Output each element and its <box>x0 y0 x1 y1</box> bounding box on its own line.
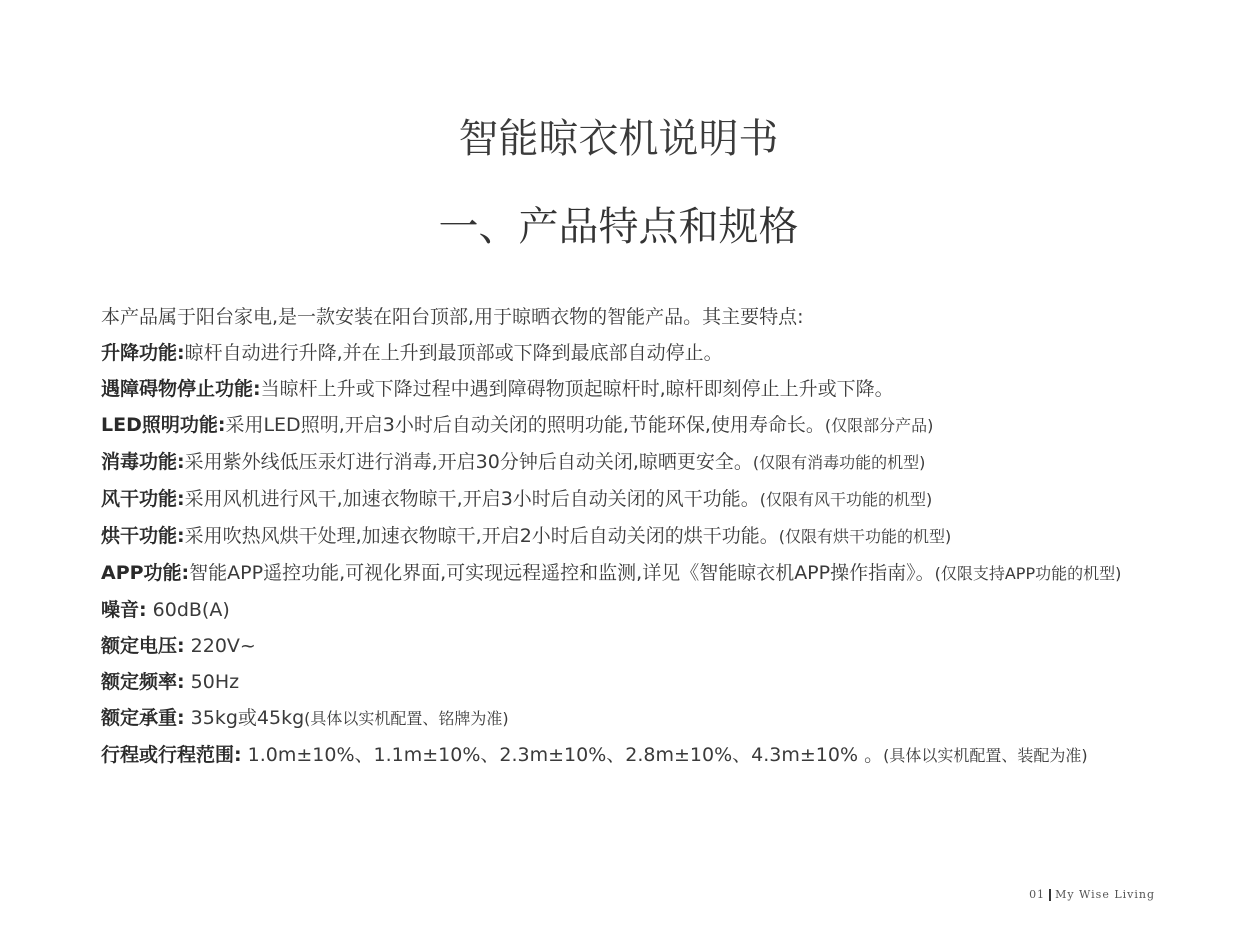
feature-text: 当晾杆上升或下降过程中遇到障碍物顶起晾杆时,晾杆即刻停止上升或下降。 <box>260 378 894 400</box>
feature-lift <box>101 335 1161 371</box>
feature-note: (仅限有风干功能的机型) <box>759 490 933 509</box>
feature-label: 消毒功能: <box>101 451 185 473</box>
spec-rated-frequency <box>101 664 1161 700</box>
feature-note: (仅限有烘干功能的机型) <box>778 527 952 546</box>
footer-divider <box>1049 889 1051 901</box>
spec-value: 220V~ <box>184 635 256 657</box>
spec-label: 噪音: <box>101 599 147 621</box>
spec-label: 额定承重: <box>101 707 185 729</box>
spec-rated-load <box>101 700 1161 737</box>
feature-label: 烘干功能: <box>101 525 185 547</box>
spec-value: 50Hz <box>184 671 240 693</box>
page-number: 01 <box>1029 888 1046 901</box>
content-body <box>101 299 1161 774</box>
footer-brand: My Wise Living <box>1055 888 1155 901</box>
feature-text: 采用风机进行风干,加速衣物晾干,开启3小时后自动关闭的风干功能。 <box>184 488 760 510</box>
feature-note: (仅限部分产品) <box>824 416 934 435</box>
document-title: 智能晾衣机说明书 <box>458 116 779 162</box>
page-footer <box>1029 888 1155 901</box>
section-title: 一、产品特点和规格 <box>438 204 799 250</box>
spec-label: 行程或行程范围: <box>101 744 242 766</box>
spec-noise <box>101 592 1161 628</box>
spec-travel-range <box>101 737 1161 774</box>
feature-label: 升降功能: <box>101 342 185 364</box>
feature-label: 风干功能: <box>101 488 185 510</box>
feature-obstacle-stop <box>101 371 1161 407</box>
feature-text: 晾杆自动进行升降,并在上升到最顶部或下降到最底部自动停止。 <box>184 342 723 364</box>
feature-text: 智能APP遥控功能,可视化界面,可实现远程遥控和监测,详见《智能晾衣机APP操作指南》。 <box>189 562 935 584</box>
feature-heat-dry <box>101 518 1161 555</box>
feature-label: 遇障碍物停止功能: <box>101 378 261 400</box>
feature-text: 采用紫外线低压汞灯进行消毒,开启30分钟后自动关闭,晾晒更安全。 <box>184 451 753 473</box>
spec-value: 1.0m±10%、1.1m±10%、2.3m±10%、2.8m±10%、4.3m±10% 。 <box>241 744 884 766</box>
spec-rated-voltage <box>101 628 1161 664</box>
feature-app <box>101 555 1161 592</box>
feature-text: 采用吹热风烘干处理,加速衣物晾干,开启2小时后自动关闭的烘干功能。 <box>184 525 779 547</box>
feature-note: (仅限有消毒功能的机型) <box>752 453 926 472</box>
spec-note: (具体以实机配置、铭牌为准) <box>304 709 509 728</box>
spec-value: 60dB(A) <box>146 599 230 621</box>
spec-value: 35kg或45kg <box>184 707 305 729</box>
spec-label: 额定频率: <box>101 671 185 693</box>
feature-text: 采用LED照明,开启3小时后自动关闭的照明功能,节能环保,使用寿命长。 <box>225 414 825 436</box>
feature-label: APP功能: <box>101 562 190 584</box>
feature-label: LED照明功能: <box>101 414 226 436</box>
intro-paragraph: 本产品属于阳台家电,是一款安装在阳台顶部,用于晾晒衣物的智能产品。其主要特点: <box>101 306 804 328</box>
feature-disinfection <box>101 444 1161 481</box>
feature-air-dry <box>101 481 1161 518</box>
feature-led-lighting <box>101 407 1161 444</box>
spec-note: (具体以实机配置、装配为准) <box>883 746 1088 765</box>
spec-label: 额定电压: <box>101 635 185 657</box>
feature-note: (仅限支持APP功能的机型) <box>934 564 1122 583</box>
